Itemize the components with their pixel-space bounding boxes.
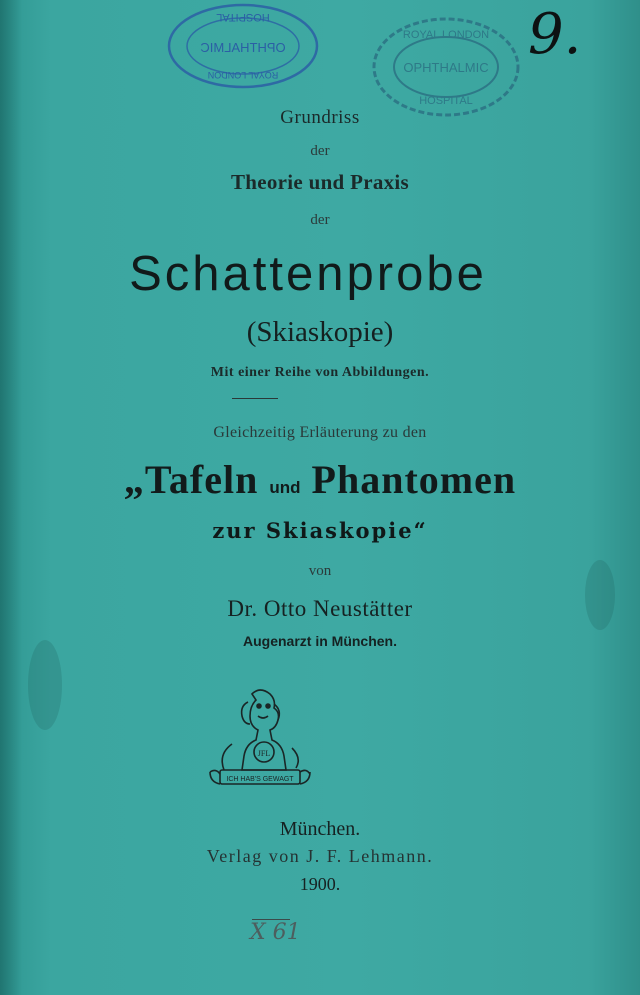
publisher-lion-logo: [202, 684, 317, 796]
stamp-bottom-text: HOSPITAL: [419, 95, 473, 107]
illustrations-note: Mit einer Reihe von Abbildungen.: [210, 365, 430, 380]
logo-initials: JFL: [257, 749, 271, 758]
logo-motto: ICH HAB'S GEWAGT: [226, 776, 294, 783]
divider-rule: [232, 398, 278, 399]
supplement-und: und: [269, 478, 301, 497]
stamp-middle-text: OPHTHALMIC: [403, 60, 489, 75]
supplement-intro: Gleichzeitig Erläuterung zu den: [213, 424, 427, 441]
main-title: Schattenprobe: [129, 247, 487, 301]
title-der-2: der: [310, 212, 330, 228]
publisher-name: Verlag von J. F. Lehmann.: [206, 846, 434, 866]
title-theorie-praxis: Theorie und Praxis: [230, 170, 410, 194]
library-stamp-oval: [166, 2, 321, 90]
publisher-city: München.: [279, 818, 361, 840]
library-stamp-round: [366, 12, 526, 122]
supplement-zur-skiaskopie: zur Skiaskopie“: [212, 518, 428, 543]
supplement-phantomen: Phantomen: [311, 457, 517, 502]
pencil-note: X 61: [250, 920, 301, 945]
stamp-ring-text: ROYAL LONDON: [402, 29, 490, 41]
stamp-text-top: HOSPITAL: [216, 11, 270, 23]
paper-stain: [28, 640, 62, 730]
author-von: von: [308, 563, 332, 579]
title-grundriss: Grundriss: [280, 107, 360, 128]
author-name: Dr. Otto Neustätter: [227, 596, 413, 621]
subtitle: (Skiaskopie): [246, 316, 394, 348]
supplement-tafeln: „Tafeln: [123, 457, 259, 502]
stamp-text-bottom: ROYAL LONDON: [207, 70, 279, 80]
publication-year: 1900.: [299, 874, 341, 894]
stamp-text-middle: OPHTHALMIC: [200, 40, 286, 55]
handwritten-shelfmark: 9.: [528, 2, 582, 67]
title-der-1: der: [310, 143, 330, 159]
author-title: Augenarzt in München.: [243, 633, 397, 649]
supplement-title: [0, 456, 640, 503]
